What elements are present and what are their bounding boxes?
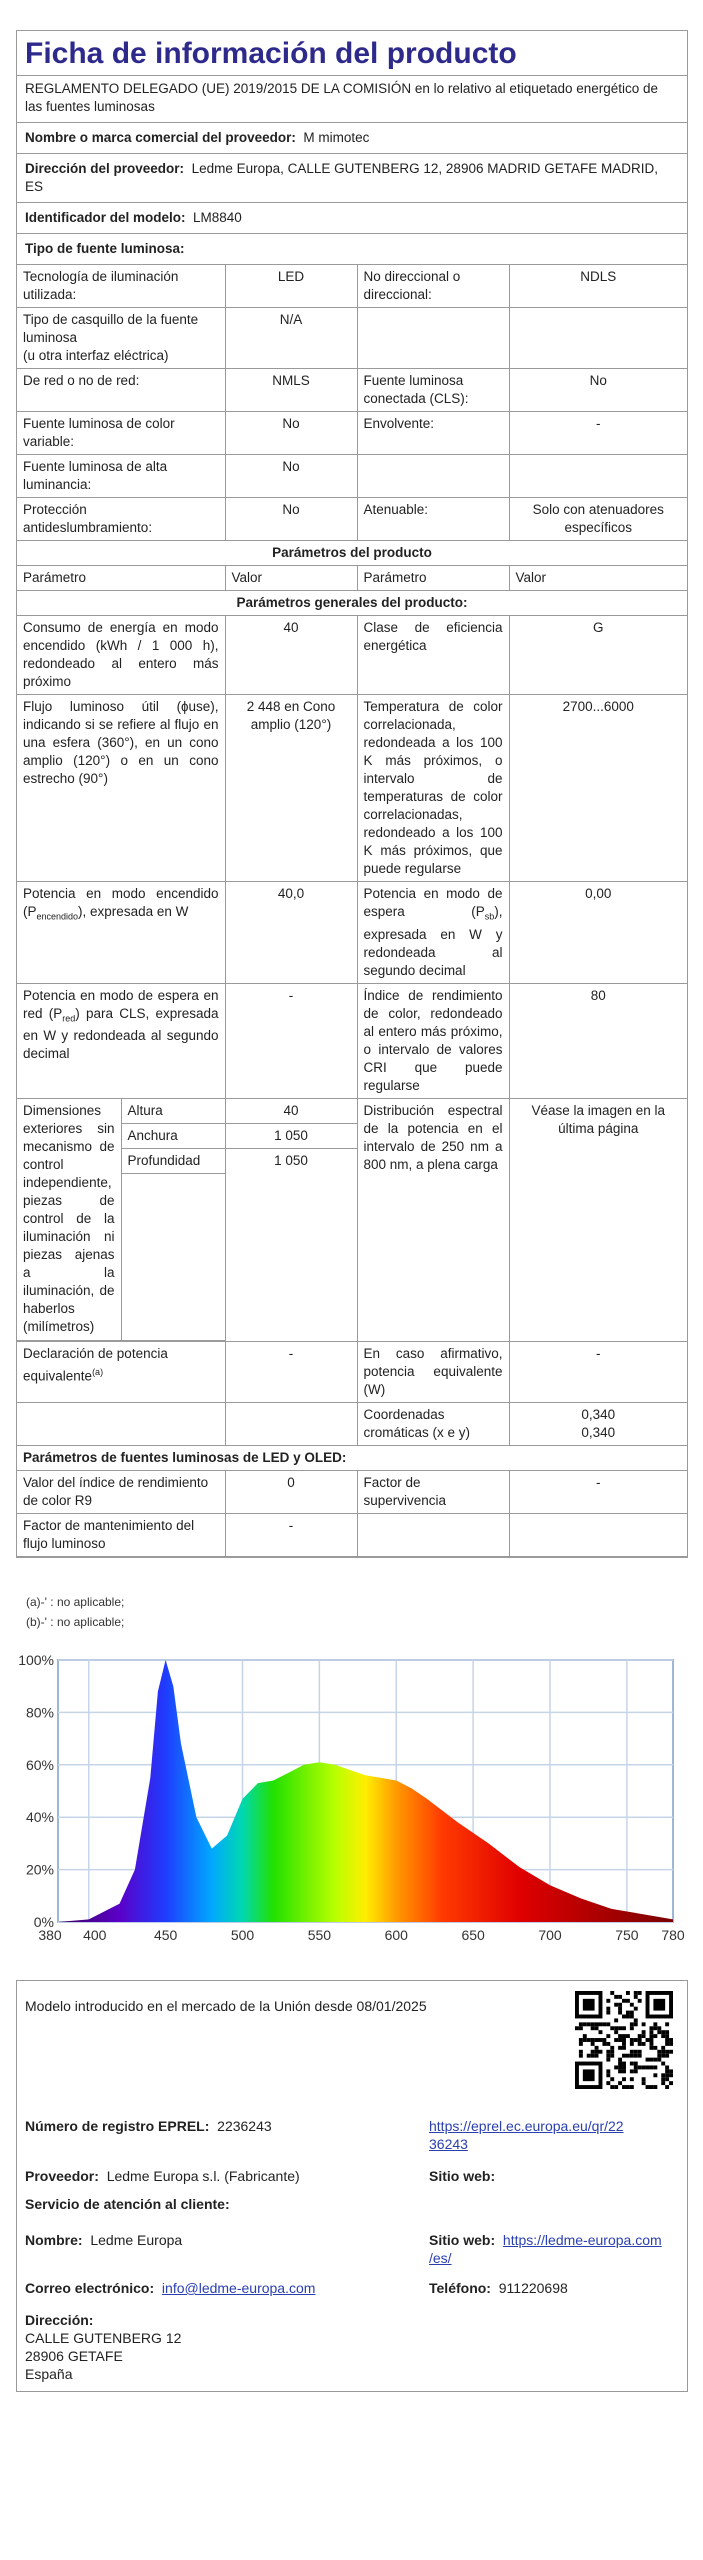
light-source-type-table	[17, 265, 687, 541]
model-identifier-label: Identificador del modelo:	[25, 210, 186, 225]
product-parameters-table	[17, 541, 687, 1557]
light-source-type-row	[17, 498, 687, 541]
model-identifier-row	[17, 203, 687, 234]
address-line-1: CALLE GUTENBERG 12	[25, 2330, 182, 2346]
model-identifier-value: LM8840	[193, 210, 242, 225]
light-source-type-row	[17, 265, 687, 308]
color-temperature-value: 2700...6000	[509, 695, 687, 882]
market-intro-text: Modelo introducido en el mercado de la Unión desde 08/01/2025	[25, 1998, 427, 2014]
attribute-value: No	[225, 412, 357, 455]
address-block: Dirección: CALLE GUTENBERG 12 28906 GETAFE España	[25, 2312, 182, 2382]
attribute-value: NDLS	[509, 265, 687, 308]
col-value-header: Valor	[225, 566, 357, 591]
y-tick-label: 20%	[25, 1861, 54, 1878]
chromaticity-value: 0,340 0,340	[509, 1402, 687, 1445]
standby-power-label: Potencia en modo de espera $(P_{sb})$, expresada en W y redondeada al segundo decimal	[357, 882, 509, 984]
light-source-type-heading: Tipo de fuente luminosa:	[17, 234, 687, 265]
lumen-maintenance-label: Factor de mantenimiento del flujo luminoso	[17, 1513, 225, 1556]
attribute-label	[357, 455, 509, 498]
service-website-row: Sitio web: https://ledme-europa.com /es/	[429, 2232, 662, 2266]
lumen-maintenance-value: -	[225, 1513, 357, 1556]
dimensions-label: Dimensiones exteriores sin mecanismo de control independiente, piezas de control de la iluminación ni piezas ajenas a la iluminación, de haberlos (milímetros)	[17, 1099, 121, 1341]
general-parameters-heading: Parámetros generales del producto:	[17, 591, 687, 616]
footnotes	[26, 1592, 124, 1632]
phone-value: 911220698	[498, 2280, 568, 2296]
attribute-value: -	[509, 412, 687, 455]
attribute-value: No	[225, 455, 357, 498]
eprel-link[interactable]: https://eprel.ec.europa.eu/qr/22 36243	[429, 2118, 624, 2152]
email-row: Correo electrónico: info@ledme-europa.com	[25, 2280, 316, 2296]
dimension-width-label: Anchura	[121, 1123, 225, 1148]
light-source-type-row	[17, 308, 687, 369]
attribute-label: Protección antideslumbramiento:	[17, 498, 225, 541]
supplier-address-label: Dirección del proveedor:	[25, 161, 185, 176]
supplier-address-value: Ledme Europa, CALLE GUTENBERG 12, 28906 MADRID GETAFE MADRID, ES	[25, 161, 658, 194]
dimension-depth-value: 1 050	[274, 1152, 308, 1168]
service-name-row: Nombre: Ledme Europa	[25, 2232, 183, 2248]
page-title: Ficha de información del producto	[17, 31, 687, 76]
attribute-value: No	[509, 369, 687, 412]
x-tick-label: 750	[615, 1927, 639, 1943]
dimension-width-value: 1 050	[226, 1124, 357, 1149]
eprel-number-value: 2236243	[217, 2118, 272, 2134]
supplier-row: Proveedor: Ledme Europa s.l. (Fabricante)	[25, 2168, 300, 2184]
attribute-value: N/A	[225, 308, 357, 369]
survival-factor-label: Factor de supervivencia	[357, 1470, 509, 1513]
attribute-label: Fuente luminosa de color variable:	[17, 412, 225, 455]
x-tick-label: 600	[384, 1927, 408, 1943]
y-tick-label: 40%	[25, 1809, 54, 1826]
spectral-distribution-value: Véase la imagen en la última página	[509, 1098, 687, 1341]
product-parameters-heading: Parámetros del producto	[17, 541, 687, 566]
y-tick-label: 100%	[18, 1652, 54, 1668]
attribute-label: De red o no de red:	[17, 369, 225, 412]
attribute-value	[509, 308, 687, 369]
y-tick-label: 80%	[25, 1704, 54, 1721]
equivalent-power-w-value: -	[509, 1341, 687, 1402]
attribute-value: Solo con atenuadores específicos	[509, 498, 687, 541]
efficiency-class-value: G	[509, 616, 687, 695]
network-standby-value: -	[225, 983, 357, 1098]
address-line-2: 28906 GETAFE	[25, 2348, 123, 2364]
energy-consumption-value: 40	[225, 616, 357, 695]
x-tick-label: 650	[461, 1927, 485, 1943]
y-tick-label: 0%	[33, 1914, 54, 1930]
equivalent-power-label: Declaración de potencia equivalente$^{(a)}$	[17, 1341, 225, 1402]
cri-label: Índice de rendimiento de color, redondeado al entero más próximo, o intervalo de valores CRI que puede regularse	[357, 983, 509, 1098]
x-tick-label: 500	[230, 1927, 255, 1943]
attribute-label: No direccional o direccional:	[357, 265, 509, 308]
regulation-text: REGLAMENTO DELEGADO (UE) 2019/2015 DE LA COMISIÓN en lo relativo al etiquetado energético de las fuentes luminosas	[17, 76, 687, 123]
standby-power-value: 0,00	[509, 882, 687, 984]
attribute-label: Tipo de casquillo de la fuente luminosa (u otra interfaz eléctrica)	[17, 308, 225, 369]
cri-value: 80	[509, 983, 687, 1098]
service-website-link[interactable]: https://ledme-europa.com	[502, 2232, 662, 2248]
light-source-type-row	[17, 455, 687, 498]
network-standby-label: Potencia en modo de espera en red $(P_{red})$ para CLS, expresada en W y redondeada al segundo decimal	[17, 983, 225, 1098]
supplier-brand-value: M mimotec	[303, 130, 370, 145]
equivalent-power-value: -	[225, 1341, 357, 1402]
light-source-type-row	[17, 369, 687, 412]
dimension-height-value: 40	[226, 1099, 357, 1124]
power-on-value: 40,0	[225, 882, 357, 984]
dimension-height-label: Altura	[121, 1099, 225, 1124]
r9-label: Valor del índice de rendimiento de color R9	[17, 1470, 225, 1513]
spectrum-area	[58, 1660, 673, 1922]
supplier-brand-row	[17, 123, 687, 154]
attribute-label: Fuente luminosa de alta luminancia:	[17, 455, 225, 498]
x-tick-label: 550	[307, 1927, 332, 1943]
equivalent-power-w-label: En caso afirmativo, potencia equivalente (W)	[357, 1341, 509, 1402]
survival-factor-value: -	[509, 1470, 687, 1513]
website-label: Sitio web:	[429, 2168, 496, 2184]
service-name-value: Ledme Europa	[90, 2232, 183, 2248]
eprel-number-row: Número de registro EPREL: 2236243	[25, 2118, 272, 2134]
spectral-distribution-label: Distribución espectral de la potencia en el intervalo de 250 nm a 800 nm, a plena carga	[357, 1098, 509, 1341]
luminous-flux-label: Flujo luminoso útil (ɸuse), indicando si se refiere al flujo en una esfera (360°), en un cono amplio (120°) o en un cono estrecho (90°)	[17, 695, 225, 882]
luminous-flux-value: 2 448 en Cono amplio (120°)	[225, 695, 357, 882]
qr-code-icon[interactable]	[575, 1991, 673, 2089]
x-tick-label: 450	[153, 1927, 178, 1943]
attribute-value: LED	[225, 265, 357, 308]
dimension-depth-label: Profundidad	[121, 1148, 225, 1173]
col-value-header-2: Valor	[509, 566, 687, 591]
color-temperature-label: Temperatura de color correlacionada, redondeada a los 100 K más próximos, o intervalo de temperaturas de color correlacionadas, redondeado a los 100 K más próximos, que puede regularse	[357, 695, 509, 882]
spectral-power-distribution-chart	[18, 1650, 688, 1950]
supplier-brand-label: Nombre o marca comercial del proveedor:	[25, 130, 296, 145]
phone-row: Teléfono: 911220698	[429, 2280, 568, 2296]
attribute-value: No	[225, 498, 357, 541]
energy-consumption-label: Consumo de energía en modo encendido (kWh / 1 000 h), redondeado al entero más próximo	[17, 616, 225, 695]
supplier-value: Ledme Europa s.l. (Fabricante)	[106, 2168, 300, 2184]
supplier-address-row	[17, 154, 687, 203]
efficiency-class-label: Clase de eficiencia energética	[357, 616, 509, 695]
chromaticity-label: Coordenadas cromáticas (x e y)	[357, 1402, 509, 1445]
product-information-sheet	[16, 30, 688, 1558]
x-tick-label: 400	[83, 1927, 107, 1943]
light-source-type-row	[17, 412, 687, 455]
attribute-label: Envolvente:	[357, 412, 509, 455]
attribute-label: Fuente luminosa conectada (CLS):	[357, 369, 509, 412]
col-param-header-2: Parámetro	[357, 566, 509, 591]
x-tick-label: 380	[38, 1927, 62, 1943]
r9-value: 0	[225, 1470, 357, 1513]
y-tick-label: 60%	[25, 1756, 54, 1773]
dimensions-values-cell	[225, 1098, 357, 1341]
footnote-b: (b)-' : no aplicable;	[26, 1615, 125, 1629]
email-link[interactable]: info@ledme-europa.com	[161, 2280, 316, 2296]
attribute-label: Atenuable:	[357, 498, 509, 541]
led-parameters-heading: Parámetros de fuentes luminosas de LED y OLED:	[17, 1445, 687, 1470]
service-website-link-tail[interactable]: /es/	[429, 2250, 452, 2266]
dimensions-cell	[17, 1098, 225, 1341]
x-tick-label: 700	[538, 1927, 562, 1943]
attribute-label	[357, 308, 509, 369]
address-line-3: España	[25, 2366, 73, 2382]
footnote-a: (a)-' : no aplicable;	[26, 1595, 125, 1609]
attribute-value: NMLS	[225, 369, 357, 412]
power-on-label: Potencia en modo encendido $(P_{encendido})$, expresada en W	[17, 882, 225, 984]
x-tick-label: 780	[661, 1927, 685, 1943]
customer-service-heading: Servicio de atención al cliente:	[25, 2196, 230, 2212]
attribute-value	[509, 455, 687, 498]
col-param-header: Parámetro	[17, 566, 225, 591]
attribute-label: Tecnología de iluminación utilizada:	[17, 265, 225, 308]
eprel-info-card	[16, 1980, 688, 2392]
